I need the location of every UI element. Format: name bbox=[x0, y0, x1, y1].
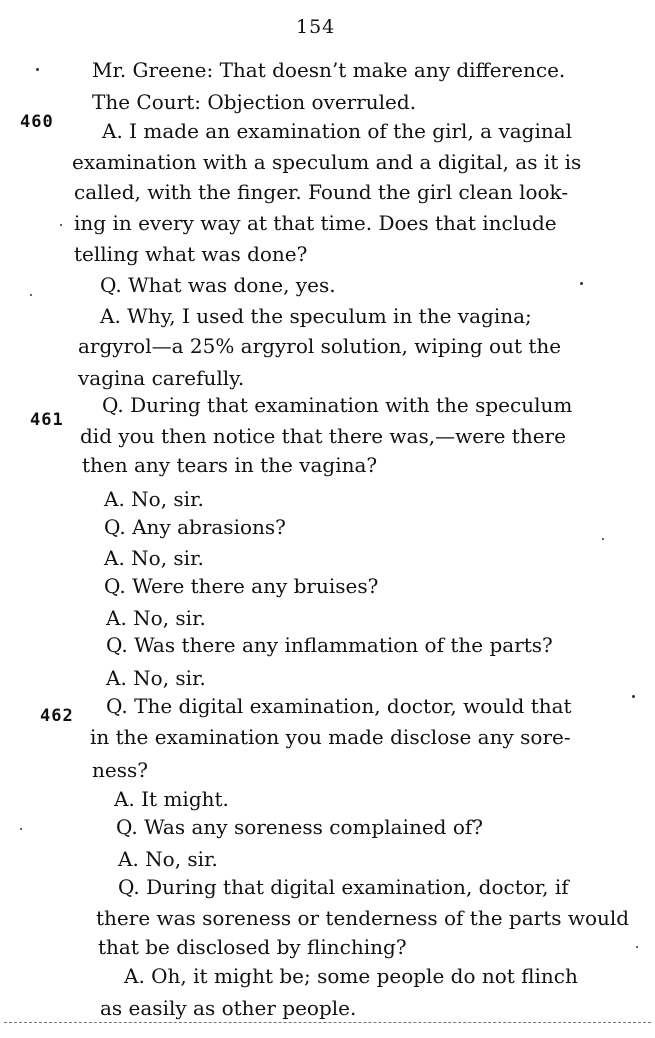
text-line: that be disclosed by flinching? bbox=[98, 935, 407, 959]
text-line: A. No, sir. bbox=[106, 666, 206, 690]
scan-speck bbox=[602, 538, 604, 540]
text-line: ing in every way at that time. Does that include bbox=[74, 211, 557, 235]
text-line: did you then notice that there was,—were there bbox=[80, 424, 566, 448]
text-line: examination with a speculum and a digital, as it is bbox=[72, 150, 582, 174]
text-line: called, with the finger. Found the girl clean look- bbox=[74, 180, 569, 204]
text-line: A. It might. bbox=[114, 787, 229, 811]
text-line: The Court: Objection overruled. bbox=[92, 90, 417, 114]
text-line: Q. During that examination with the speculum bbox=[102, 393, 573, 417]
text-line: in the examination you made disclose any sore- bbox=[90, 725, 571, 749]
text-line: Q. During that digital examination, doctor, if bbox=[118, 875, 569, 899]
text-line: argyrol—a 25% argyrol solution, wiping out the bbox=[78, 334, 562, 358]
scan-speck bbox=[20, 828, 22, 830]
text-line: telling what was done? bbox=[74, 242, 308, 266]
text-line: Q. Were there any bruises? bbox=[104, 574, 379, 598]
scan-speck bbox=[636, 946, 638, 948]
margin-number-461: 461 bbox=[30, 410, 64, 430]
text-line: Q. The digital examination, doctor, would that bbox=[106, 694, 572, 718]
scan-speck bbox=[632, 695, 635, 698]
scan-speck bbox=[580, 282, 583, 285]
text-line: Mr. Greene: That doesn’t make any difference. bbox=[92, 58, 566, 82]
text-line: Q. What was done, yes. bbox=[100, 273, 336, 297]
text-line: there was soreness or tenderness of the parts would bbox=[96, 906, 630, 930]
text-line: Q. Any abrasions? bbox=[104, 515, 286, 539]
margin-number-462: 462 bbox=[40, 706, 74, 726]
text-line: then any tears in the vagina? bbox=[82, 453, 378, 477]
page-number: 154 bbox=[296, 16, 336, 38]
text-line: Q. Was any soreness complained of? bbox=[116, 815, 484, 839]
text-line: A. Why, I used the speculum in the vagina; bbox=[100, 304, 532, 328]
page-bottom-rule bbox=[4, 1022, 651, 1023]
text-line: A. Oh, it might be; some people do not flinch bbox=[124, 964, 578, 988]
scan-speck bbox=[60, 224, 62, 226]
text-line: A. No, sir. bbox=[118, 847, 218, 871]
scan-speck bbox=[36, 68, 39, 71]
text-line: A. No, sir. bbox=[104, 487, 204, 511]
text-line: A. No, sir. bbox=[106, 606, 206, 630]
margin-number-460: 460 bbox=[20, 112, 54, 132]
text-line: vagina carefully. bbox=[78, 366, 245, 390]
text-line: A. No, sir. bbox=[104, 546, 204, 570]
text-line: A. I made an examination of the girl, a vaginal bbox=[102, 119, 573, 143]
text-line: as easily as other people. bbox=[100, 996, 357, 1020]
scan-speck bbox=[30, 294, 32, 296]
text-line: ness? bbox=[92, 758, 148, 782]
text-line: Q. Was there any inflammation of the parts? bbox=[106, 633, 553, 657]
